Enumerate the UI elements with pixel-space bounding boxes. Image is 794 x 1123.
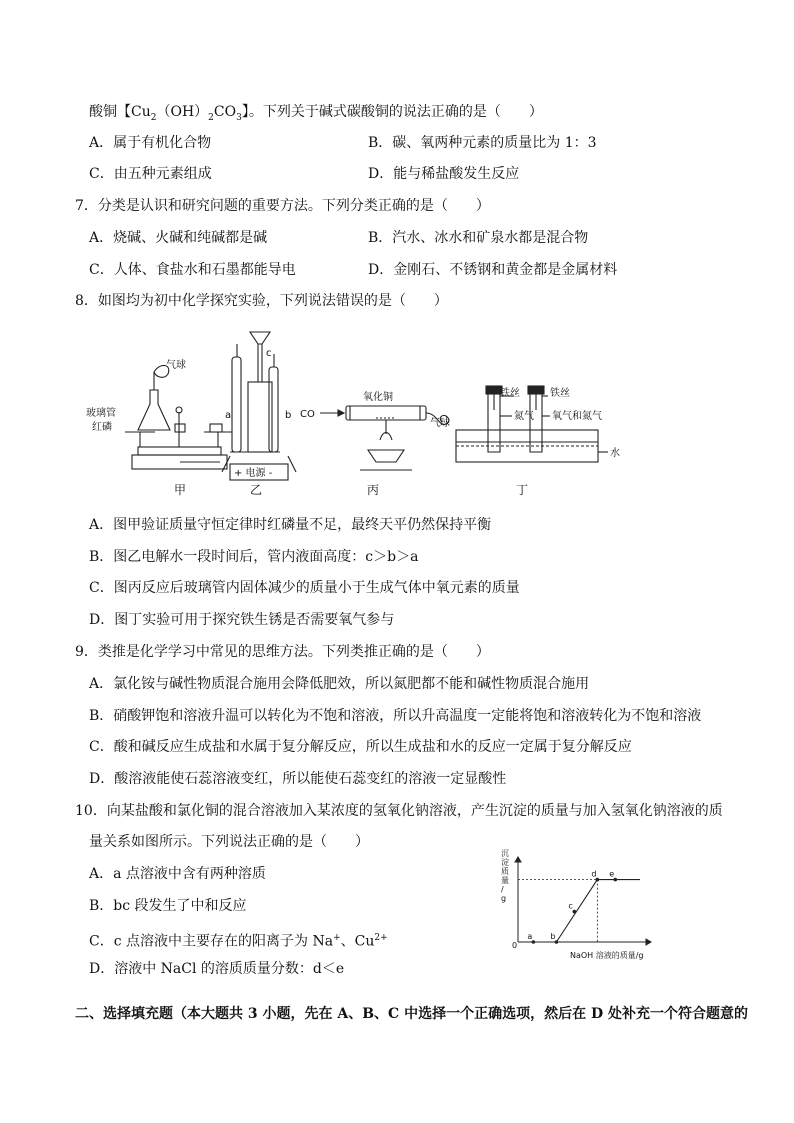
chart-ylabel: 沉淀质量/ g [501,849,509,903]
label-a: a [225,410,232,421]
q6-option-c: C．由五种元素组成 [89,166,212,182]
label-co: CO [300,409,315,420]
q10-option-d: D．溶液中 NaCl 的溶质质量分数：d＜e [89,961,345,977]
q10-option-b: B．bc 段发生了中和反应 [89,898,247,914]
q6-option-b: B．碳、氧两种元素的质量比为 1：3 [368,135,597,151]
label-b: b [285,410,292,421]
q7-option-d: D．金刚石、不锈钢和黄金都是金属材料 [368,262,618,278]
q6-stem: 酸铜【$Cu_2(OH)_2CO_3$】。下列关于碱式碳酸铜的说法正确的是（ ） [89,104,543,123]
co-reduction-apparatus-bing [320,406,449,470]
q7-stem: 7．分类是认识和研究问题的重要方法。下列分类正确的是（ ） [75,198,490,214]
label-glass-tube: 玻璃管 [86,408,116,419]
label-iron-wire-1: 铁丝 [500,388,520,399]
chart-xlabel: NaOH 溶液的质量/g [570,951,644,960]
label-power-supply: + 电源 - [234,468,273,479]
chart-point-label-d: d [591,869,597,879]
q9-option-c: C．酸和碱反应生成盐和水属于复分解反应，所以生成盐和水的反应一定属于复分解反应 [89,739,632,755]
caption-bing: 丙 [367,483,380,497]
q7-option-b: B．汽水、冰水和矿泉水都是混合物 [368,230,589,246]
chart-point-label-e: e [609,869,615,879]
caption-jia: 甲 [174,483,187,497]
q6-option-d: D．能与稀盐酸发生反应 [368,166,520,182]
label-copper-oxide: 氧化铜 [363,392,393,403]
q6-option-a: A．属于有机化合物 [89,135,212,151]
q8-option-a: A．图甲验证质量守恒定律时红磷量不足，最终天平仍然保持平衡 [89,517,492,533]
q10-precipitate-chart [498,850,658,965]
section2-heading: 二、选择填充题（本大题共 3 小题，先在 A、B、C 中选择一个正确选项，然后在 D 处补充一个符合题意的 [75,1006,748,1022]
q10-stem-line1: 10．向某盐酸和氯化铜的混合溶液加入某浓度的氢氧化钠溶液，产生沉淀的质量与加入氢氧化钠溶液的质 [75,803,723,819]
q8-experiment-figure [80,322,640,502]
label-balloon-bing: 气球 [430,418,450,429]
q8-option-d: D．图丁实验可用于探究铁生锈是否需要氧气参与 [89,612,395,628]
chart-point-c [573,910,577,914]
q10-option-c: C．c 点溶液中主要存在的阳离子为 Na+、$Cu^{2+}$ [89,933,388,950]
label-red-phosphorus: 红磷 [92,422,112,433]
chart-point-label-c: c [568,901,573,911]
label-oxygen-nitrogen: 氧气和氮气 [552,411,602,422]
q7-option-c: C．人体、食盐水和石墨都能导电 [89,262,296,278]
q10-stem-line2: 量关系如图所示。下列说法正确的是（ ） [89,834,369,850]
q10-option-a: A．a 点溶液中含有两种溶质 [89,866,266,882]
label-nitrogen: 氮气 [514,411,534,422]
label-water: 水 [610,448,620,459]
caption-ding: 丁 [516,483,529,497]
q7-option-a: A．烧碱、火碱和纯碱都是碱 [89,230,268,246]
rust-test-apparatus-ding [456,386,608,462]
chart-series-line [518,880,640,942]
q8-option-b: B．图乙电解水一段时间后，管内液面高度：c＞b＞a [89,549,419,565]
q9-option-b: B．硝酸钾饱和溶液升温可以转化为不饱和溶液，所以升高温度一定能将饱和溶液转化为不饱和溶液 [89,708,702,724]
label-c: c [266,348,272,359]
q8-stem: 8．如图均为初中化学探究实验，下列说法错误的是（ ） [75,293,448,309]
chart-point-label-a: a [527,932,533,941]
label-iron-wire-2: 铁丝 [550,388,570,399]
label-balloon-jia: 气球 [166,360,186,371]
chart-origin-label: 0 [512,941,518,950]
q9-option-d: D．酸溶液能使石蕊溶液变红，所以能使石蕊变红的溶液一定显酸性 [89,771,507,787]
q9-stem: 9．类推是化学学习中常见的思维方法。下列类推正确的是（ ） [75,644,490,660]
q8-option-c: C．图丙反应后玻璃管内固体减少的质量小于生成气体中氧元素的质量 [89,580,520,596]
chart-point-label-b: b [550,932,556,941]
balance-apparatus-jia [125,365,232,469]
q9-option-a: A．氯化铵与碱性物质混合施用会降低肥效，所以氮肥都不能和碱性物质混合施用 [89,676,590,692]
electrolysis-apparatus-yi [222,332,296,480]
caption-yi: 乙 [250,483,263,497]
